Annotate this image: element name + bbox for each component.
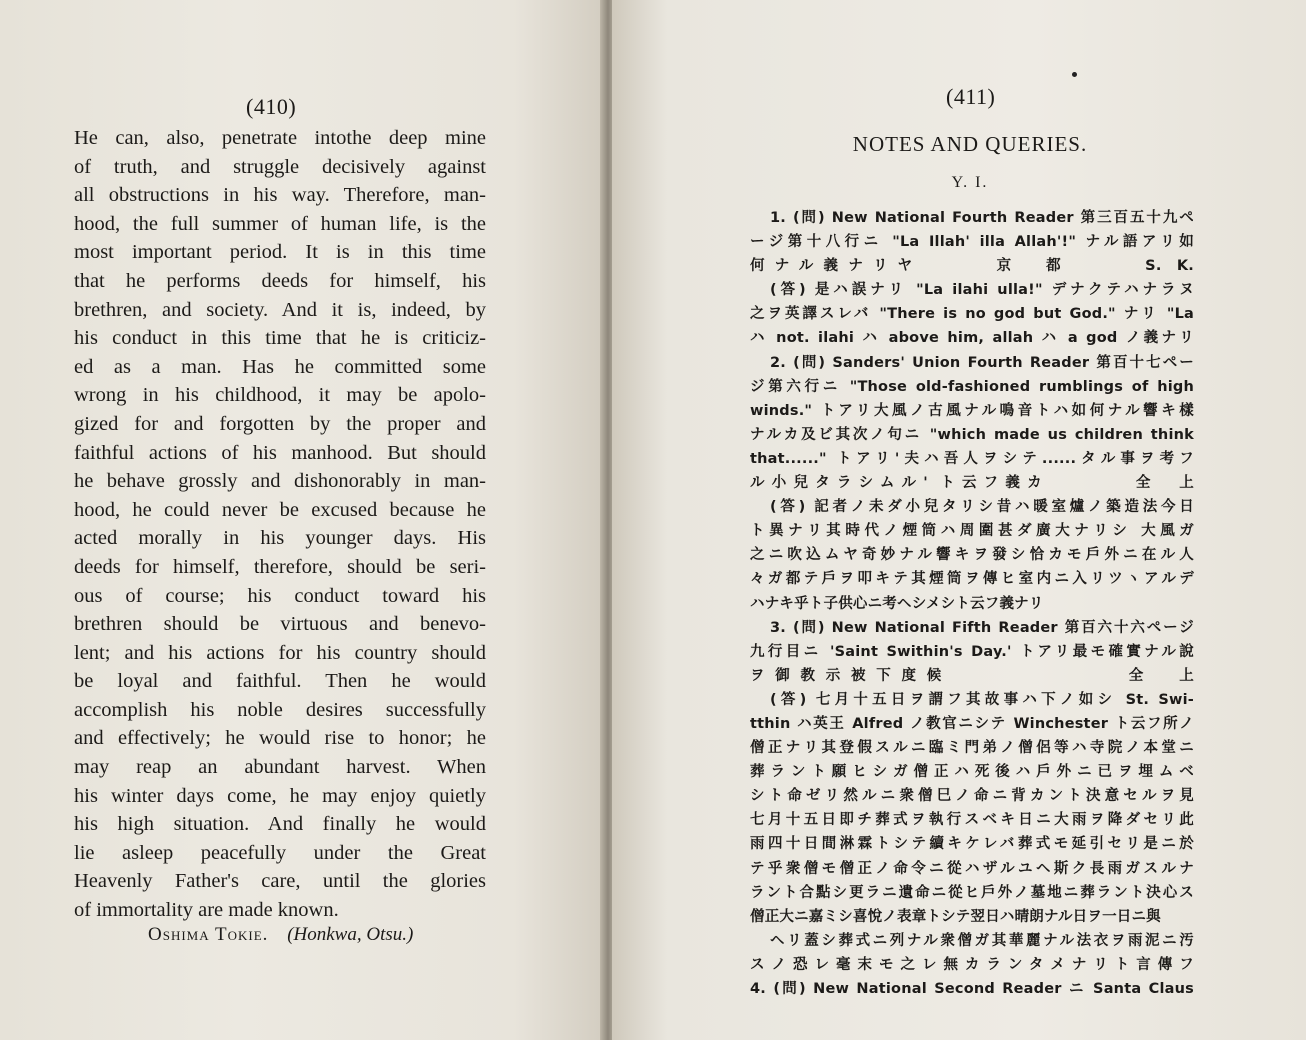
right-text-line: tthin ハ英王 Alfred ノ教官ニシテ Winchester ト云フ所ノ: [750, 715, 1194, 732]
right-text-line: テ乎衆僧モ僧正ノ命令ニ從ハザルユヘ斯ク長雨ガスルナ: [750, 860, 1194, 877]
left-text-line: may reap an abundant harvest. When: [74, 756, 486, 779]
left-text-line: his conduct in this time that he is criticiz-: [74, 327, 486, 350]
right-text-line: ージ第十八行ニ "La Illah' illa Allah'!" ナル語アリ如: [750, 234, 1194, 251]
left-page-text: [74, 124, 486, 925]
right-text-line: ヲ御教示被下度候 全 上: [750, 667, 1194, 684]
right-text-line: スノ恐レ毫末モ之レ無カランタメナリト言傳フ: [750, 956, 1194, 973]
right-text-line: ル小兒タラシムル' ト云フ義カ 全 上: [750, 475, 1194, 492]
right-text-line: 之ヲ英譯スレバ "There is no god but God." ナリ "La: [750, 306, 1194, 323]
left-text-line: he behave grossly and dishonorably in man-: [74, 470, 486, 493]
left-text-line: his winter days come, he may enjoy quietly: [74, 784, 486, 807]
left-page-number: (410): [246, 94, 297, 119]
signature-place: (Honkwa, Otsu.): [287, 924, 414, 945]
right-text-line: ジ第六行ニ "Those old-fashioned rumblings of high: [750, 378, 1194, 395]
right-text-line: 4. (問) New National Second Reader ニ Santa Claus: [750, 981, 1194, 997]
right-text-line: 九行目ニ 'Saint Swithin's Day.' トアリ最モ確實ナル說: [750, 643, 1194, 660]
left-text-line: brethren, and society. And it is, indeed, by: [74, 298, 486, 321]
left-text-line: of truth, and struggle decisively against: [74, 155, 486, 178]
right-page-text: [750, 206, 1194, 1001]
signature-name: Oshima Tokie.: [148, 924, 269, 945]
left-text-line: ed as a man. Has he committed some: [74, 355, 486, 378]
right-text-line: ト異ナリ其時代ノ煙筒ハ周圍甚ダ廣大ナリシ 大風ガ: [750, 523, 1194, 540]
left-text-line: of immortality are made known.: [74, 899, 339, 922]
right-text-line: 雨四十日間淋霖トシテ續キケレバ葬式モ延引セリ是ニ於: [750, 836, 1194, 853]
right-text-line: シト命ゼリ然ルニ衆僧巳ノ命ニ背カント決意セルヲ見: [750, 788, 1194, 805]
right-text-line: (答) 七月十五日ヲ謂フ其故事ハ下ノ如シ St. Swi-: [770, 691, 1194, 708]
left-text-line: hood, he could never be excused because he: [74, 498, 486, 521]
left-text-line: be loyal and faithful. Then he would: [74, 670, 486, 693]
right-text-line: 之ニ吹込ムヤ奇妙ナル響キヲ發シ恰カモ戶外ニ在ル人: [750, 547, 1194, 564]
right-text-line: (答) 記者ノ未ダ小兒タリシ昔ハ暖室爐ノ築造法今日: [770, 499, 1194, 516]
right-text-line: 3. (問) New National Fifth Reader 第百六十六ページ: [770, 619, 1194, 636]
ink-speck: [1072, 72, 1077, 77]
left-text-line: accomplish his noble desires successfully: [74, 698, 486, 721]
right-text-line: ハナキ乎ト子供心ニ考ヘシメシト云フ義ナリ: [750, 595, 1044, 612]
right-page-number: (411): [946, 84, 996, 109]
left-text-line: brethren should be virtuous and benevo-: [74, 613, 486, 636]
right-text-line: winds." トアリ大風ノ古風ナル鳴音トハ如何ナル響キ樣: [750, 402, 1194, 419]
left-text-line: wrong in his childhood, it may be apolo-: [74, 384, 486, 407]
right-text-line: 何ナル義ナリヤ 京 都 S. K.: [750, 258, 1194, 275]
right-text-line: that......" トアリ'夫ハ吾人ヲシテ......タル事ヲ考フ: [750, 450, 1194, 467]
right-text-line: 々ガ都テ戶ヲ叩キテ其煙筒ヲ傳ヒ室内ニ入リツヽアルデ: [750, 571, 1194, 588]
left-text-line: hood, the full summer of human life, is the: [74, 212, 486, 235]
left-text-line: acted morally in his younger days. His: [74, 527, 486, 550]
left-text-line: He can, also, penetrate intothe deep mine: [74, 127, 486, 149]
left-text-line: gized for and forgotten by the proper and: [74, 412, 486, 435]
right-text-line: ナルカ及ビ其次ノ句ニ "which made us children think: [750, 426, 1194, 443]
left-text-line: deeds for himself, therefore, should be seri-: [74, 555, 486, 578]
right-text-line: 僧正ナリ其登假スルニ臨ミ門弟ノ僧侶等ハ寺院ノ本堂ニ: [750, 740, 1194, 757]
left-text-line: that he performs deeds for himself, his: [74, 269, 486, 292]
section-subhead: Y. I.: [951, 174, 989, 191]
left-text-line: lie asleep peacefully under the Great: [74, 841, 486, 864]
signature: [148, 924, 413, 946]
page-title: NOTES AND QUERIES.: [852, 132, 1088, 156]
right-text-line: 七月十五日即チ葬式ヲ執行スベキ日ニ大雨ヲ降ダセリ此: [750, 812, 1194, 829]
right-text-line: 僧正大ニ嘉ミシ喜悅ノ表章トシテ翌日ハ晴朗ナル日ヲ一日ニ與: [750, 908, 1161, 925]
left-text-line: his high situation. And finally he would: [74, 813, 486, 836]
left-text-line: faithful actions of his manhood. But should: [74, 441, 486, 464]
right-text-line: 1. (問) New National Fourth Reader 第三百五十九ペ: [770, 210, 1194, 226]
left-text-line: most important period. It is in this time: [74, 241, 486, 264]
right-text-line: ヘリ蓋シ葬式ニ列ナル衆僧ガ其華麗ナル法衣ヲ雨泥ニ汚: [770, 932, 1194, 949]
right-text-line: ハ not. ilahi ハ above him, allah ハ a god ノ義ナリ: [750, 330, 1194, 347]
left-page: [0, 0, 604, 1040]
left-text-line: lent; and his actions for his country should: [74, 641, 486, 664]
right-text-line: ラント合點シ更ラニ遺命ニ從ヒ戶外ノ墓地ニ葬ラント決心ス: [750, 884, 1194, 901]
left-text-line: ous of course; his conduct toward his: [74, 584, 486, 607]
right-text-line: (答) 是ハ誤ナリ "La ilahi ulla!" デナクテハナラヌ: [770, 282, 1194, 299]
left-text-line: all obstructions in his way. Therefore, man-: [74, 184, 486, 207]
right-text-line: 2. (問) Sanders' Union Fourth Reader 第百十七ペー: [770, 354, 1194, 371]
left-text-line: and effectively; he would rise to honor; he: [74, 727, 486, 750]
left-text-line: Heavenly Father's care, until the glories: [74, 870, 486, 893]
right-text-line: 葬ラント願ヒシガ僧正ハ死後ハ戶外ニ已ヲ埋ムベ: [750, 764, 1194, 781]
